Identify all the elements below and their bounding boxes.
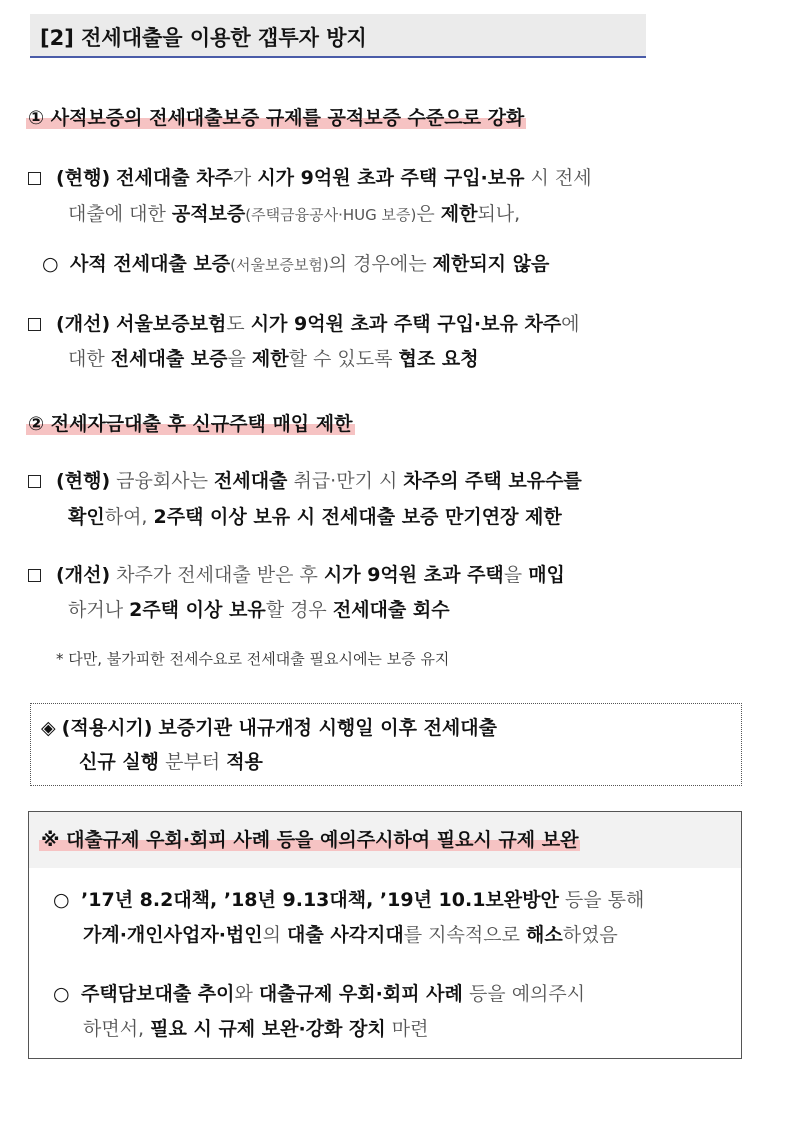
subheading-2-highlight [26,413,355,435]
box2-item-2-line-2 [83,1015,429,1043]
p1-text: 제한 [440,203,478,225]
p3-line-2 [68,503,562,531]
p1b-text: 의 경우에는 [328,253,427,275]
p1-text: 공적보증 [171,203,246,225]
box2-text: 대출규제 우회·회피 사례 [258,983,463,1005]
p1-line-2 [68,200,520,229]
box2-text: 주택담보대출 추이 [81,983,235,1005]
p1b-text: 제한되지 않음 [432,253,550,275]
p1-text: 시 전세 [530,167,592,189]
p2-text: 전세대출 보증 [110,348,228,370]
p2-text: 도 [226,313,245,335]
box2-text: 등을 예의주시 [468,983,586,1005]
box1-text: 적용 [226,751,263,773]
box2-title [39,826,580,854]
p4-text: 할 경우 [265,599,327,621]
p4-text: 2주택 이상 보유 [129,599,266,621]
box2-text: 등을 통해 [564,889,645,911]
subheading-1-text: 사적보증의 전세대출보증 규제를 공적보증 수준으로 강화 [50,107,525,129]
p4-text: 시가 9억원 초과 주택 [323,564,504,586]
box2-text: ’17년 8.2대책, ’18년 9.13대책, ’19년 10.1보완방안 [81,889,559,911]
box2-text: 해소 [526,924,563,946]
box2-text: 대출 사각지대 [287,924,404,946]
footnote-text: 다만, 불가피한 전세수요로 전세대출 필요시에는 보증 유지 [68,650,450,668]
subheading-2-text: 전세자금대출 후 신규주택 매입 제한 [50,413,353,435]
p3-text: 확인 [68,506,105,528]
p4-text: 전세대출 회수 [332,599,450,621]
subheading-1-number: ① [28,107,45,129]
box2-text: 가계·개인사업자·법인 [83,924,263,946]
p1b-text: (서울보증보험) [230,256,329,274]
subheading-2-number: ② [28,413,45,435]
p1-text: 전세대출 차주 [116,167,233,189]
p3-text: 취급·만기 시 [293,470,398,492]
p1-text: 은 [416,203,435,225]
diamond-bullet-icon: ◈ [41,717,56,739]
circle-bullet-icon: ○ [42,253,59,275]
section-title-text: [2] 전세대출을 이용한 갭투자 방지 [40,26,367,50]
subheading-1-highlight [26,107,526,129]
square-bullet-icon [28,164,50,192]
box1-text: 보증기관 내규개정 시행일 이후 전세대출 [158,717,497,739]
p3-line-1 [28,467,582,495]
p2-text: 에 [561,313,580,335]
p3-text: 전세대출 [214,470,288,492]
box2-item-1-line-1 [53,886,644,914]
p3-text: 2주택 이상 보유 시 전세대출 보증 만기연장 제한 [153,506,562,528]
p4-text: 을 [503,564,523,586]
p1b-text: 사적 전세대출 보증 [70,253,231,275]
p3-text: 하여, [104,506,148,528]
p3-text: 차주의 주택 보유수를 [403,470,582,492]
box1-line-2 [79,748,263,776]
p4-line-2 [68,596,450,624]
p2-text: 제한 [251,348,289,370]
box2-title-highlight: ※ 대출규제 우회·회피 사례 등을 예의주시하여 필요시 규제 보완 [41,829,579,851]
box2-text: 하였음 [562,924,618,946]
p2-text: 협조 요청 [398,348,479,370]
p1-text: 가 [232,167,252,189]
circle-bullet-icon: ○ [53,983,70,1005]
p2-text: 대한 [68,348,105,370]
p4-text: 차주가 전세대출 받은 후 [116,564,318,586]
p4-text: 매입 [528,564,565,586]
p1-line-1 [28,164,592,192]
box1-line-1 [41,714,497,742]
circle-bullet-icon: ○ [53,889,70,911]
supplement-box-header [29,812,741,868]
p1-text: 시가 9억원 초과 주택 구입·보유 [257,167,525,189]
box2-text: 마련 [391,1018,429,1040]
p3-tag: (현행) [56,470,111,492]
box1-text: 분부터 [165,751,221,773]
box1-text: 신규 실행 [79,751,160,773]
square-bullet-icon [28,310,50,338]
p2-text: 시가 9억원 초과 주택 구입·보유 차주 [250,313,562,335]
p3-text: 금융회사는 [116,470,208,492]
asterisk-icon: * [56,650,64,668]
p1-text: 되나, [477,203,521,225]
box2-text: 를 지속적으로 [403,924,520,946]
application-period-box [30,703,742,786]
square-bullet-icon [28,467,50,495]
p1-text: (주택금융공사·HUG 보증) [245,206,417,224]
p1b-line [42,250,549,279]
p1-tag: (현행) [56,167,111,189]
p2-tag: (개선) [56,313,111,335]
p4-line-1 [28,561,565,589]
box2-text: 하면서, [83,1018,145,1040]
footnote [56,648,449,670]
p2-line-1 [28,310,580,338]
p4-tag: (개선) [56,564,111,586]
square-bullet-icon [28,561,50,589]
p2-line-2 [68,345,479,373]
p4-text: 하거나 [68,599,124,621]
p2-text: 할 수 있도록 [288,348,393,370]
box2-text: 와 [234,983,253,1005]
box2-text: 필요 시 규제 보완·강화 장치 [150,1018,386,1040]
p2-text: 서울보증보험 [116,313,227,335]
p1-text: 대출에 대한 [68,203,166,225]
subheading-1 [26,104,526,132]
section-title [30,14,646,58]
box2-text: 의 [262,924,281,946]
box1-text: (적용시기) [61,717,153,739]
supplement-box [28,811,742,1059]
box2-item-1-line-2 [83,921,618,949]
box2-item-2-line-1 [53,980,585,1008]
p2-text: 을 [227,348,246,370]
subheading-2 [26,410,355,438]
